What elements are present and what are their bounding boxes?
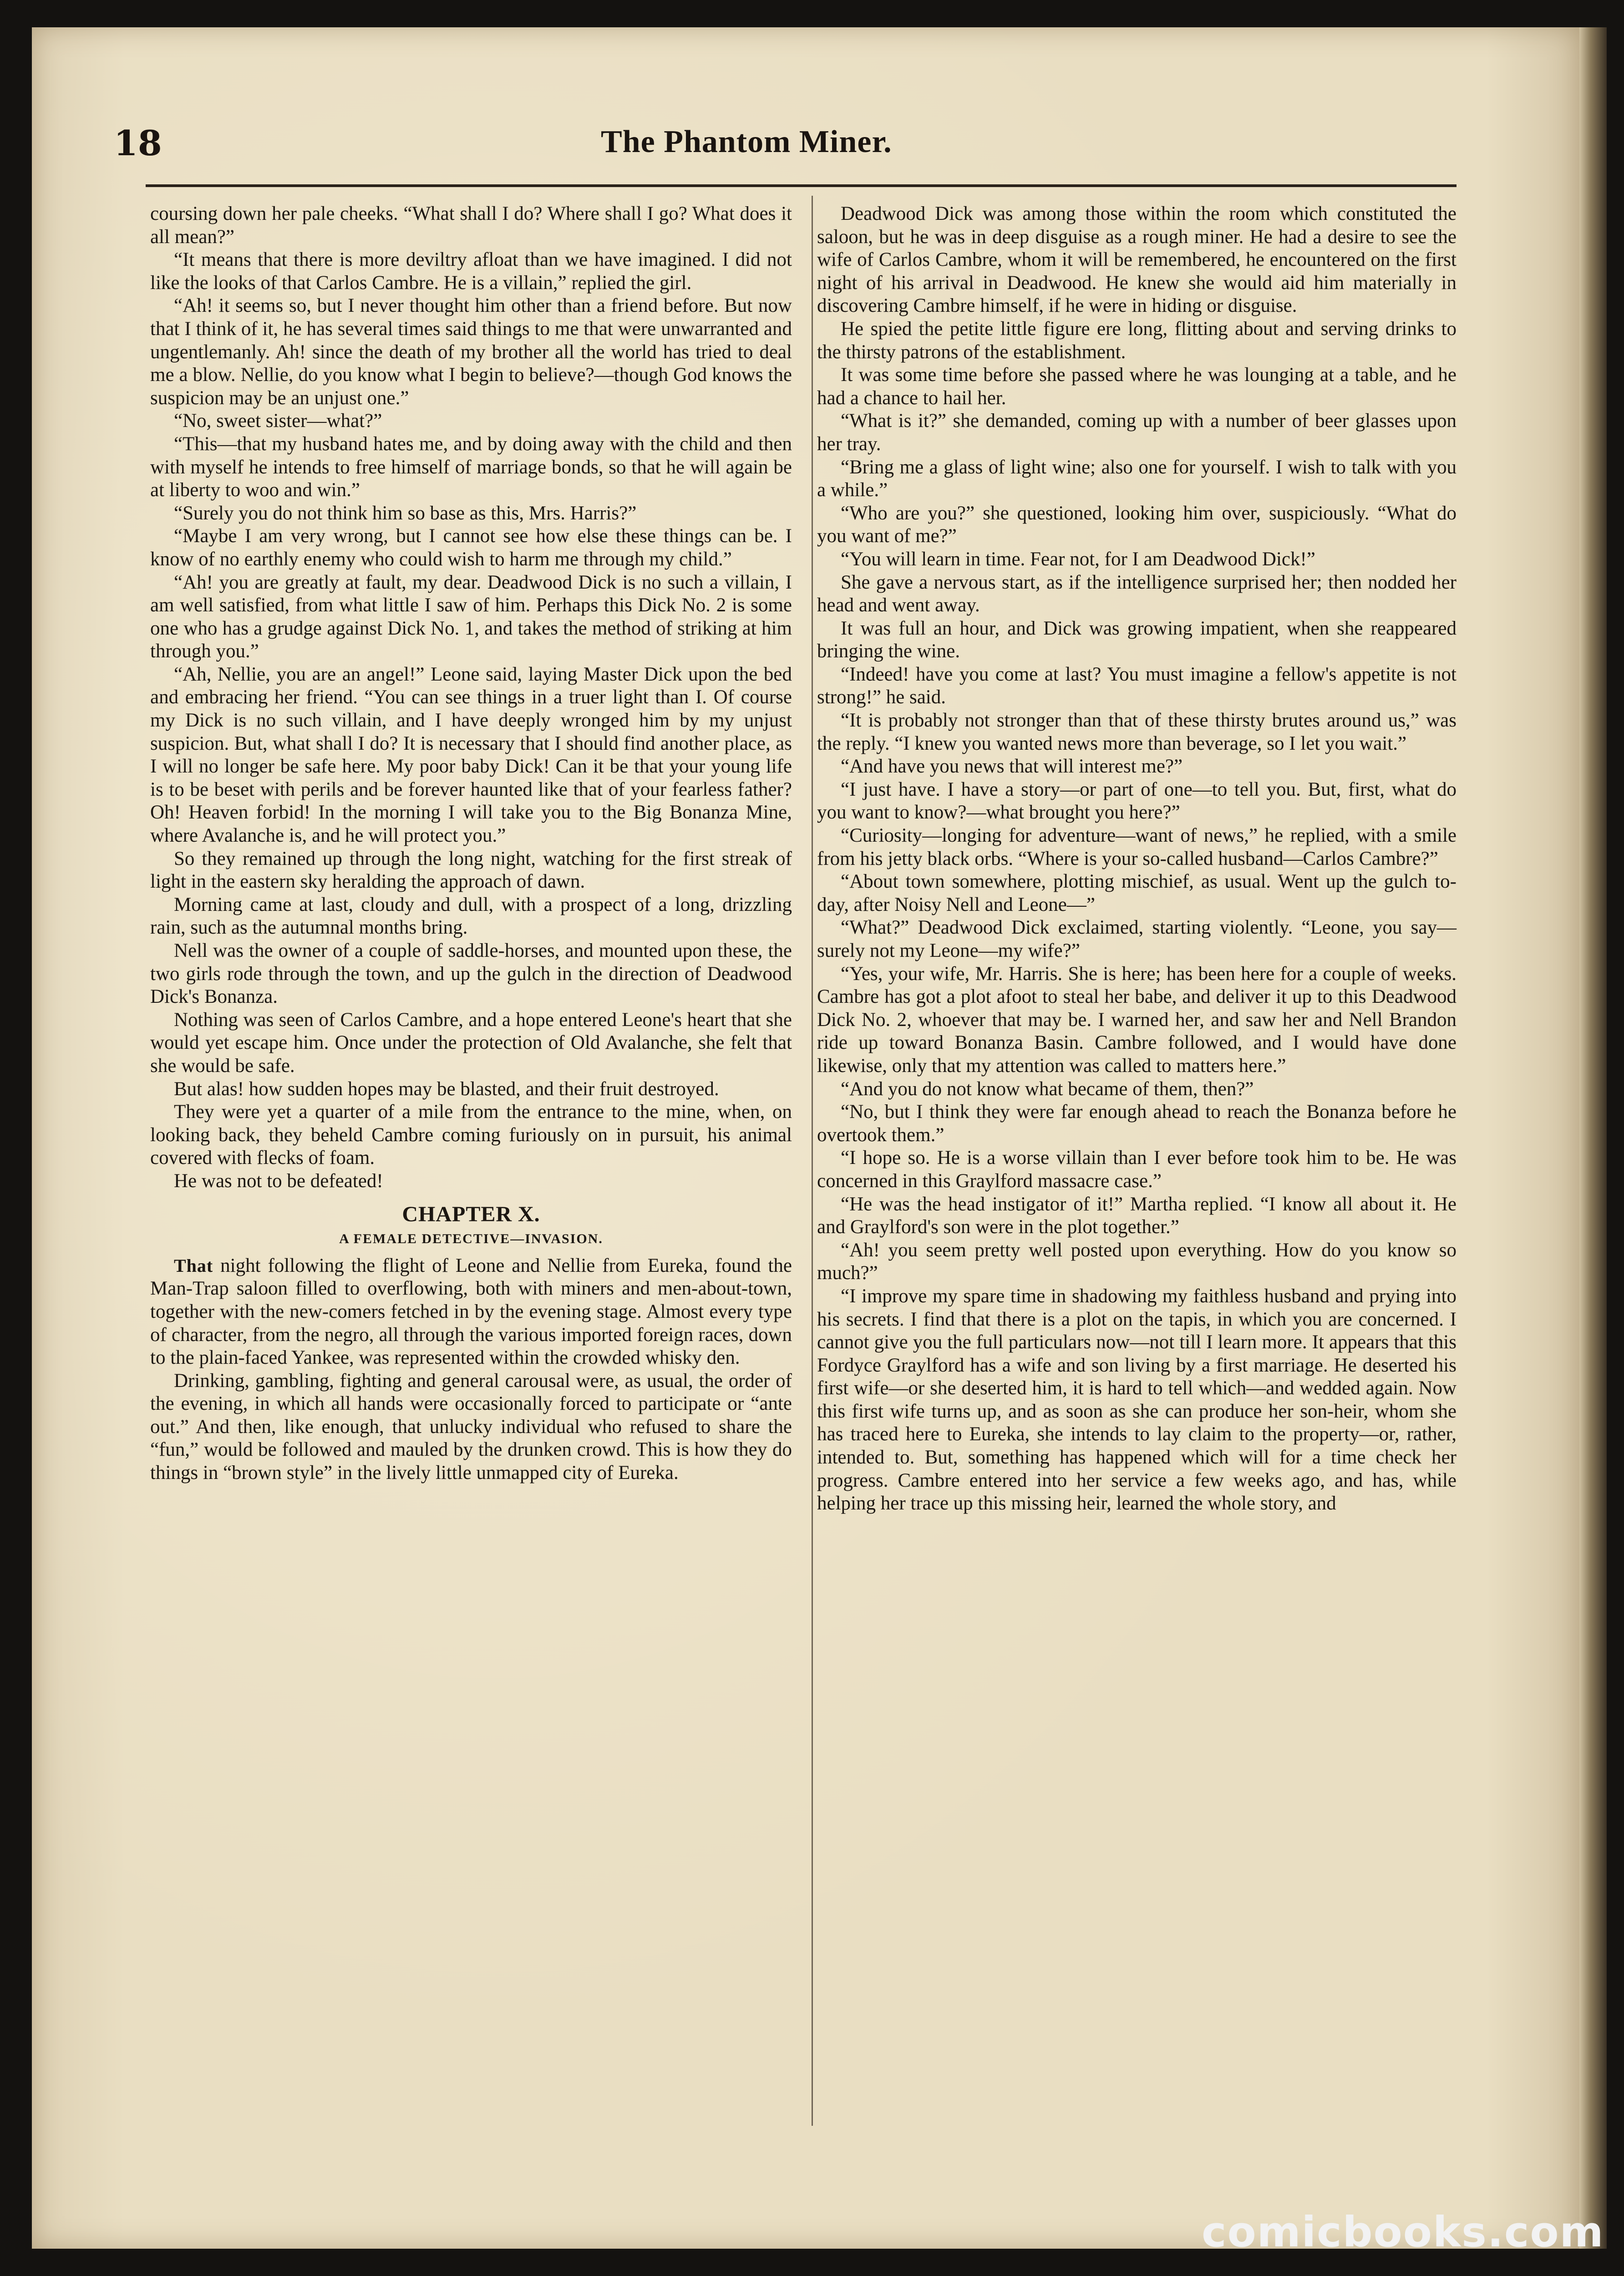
paragraph: So they remained up through the long night, watching for the first streak of light in the eastern sky heralding the approach of dawn. [150,848,792,893]
paragraph: “Bring me a glass of light wine; also one for yourself. I wish to talk with you a while.” [817,456,1457,501]
column-divider [812,196,813,2126]
paragraph: “Ah! you are greatly at fault, my dear. Deadwood Dick is no such a villain, I am well satisfied, from what little I saw of him. Perhaps this Dick No. 2 is some one who has a grudge against Dick No. 1, and takes the method of striking at him through you.” [150,571,792,662]
paragraph: Nell was the owner of a couple of saddle-horses, and mounted upon these, the two girls rode through the town, and up the gulch in the direction of Deadwood Dick's Bonanza. [150,940,792,1008]
paragraph: He spied the petite little figure ere long, flitting about and serving drinks to the thirsty patrons of the establishment. [817,318,1457,363]
paragraph [150,1255,792,1370]
paragraph: “Ah! it seems so, but I never thought him other than a friend before. But now that I think of it, he has several times said things to me that were unwarranted and ungentlemanly. Ah! since the death of my brother all the world has tried to deal me a blow. Nellie, do you know what I begin to believe?—though God knows the suspicion may be an unjust one.” [150,295,792,409]
paragraph: “This—that my husband hates me, and by doing away with the child and then with myself he intends to free himself of marriage bonds, so that he will again be at liberty to woo and win.” [150,433,792,501]
paragraph: “No, but I think they were far enough ahead to reach the Bonanza before he overtook them.” [817,1101,1457,1146]
paragraph: “Ah, Nellie, you are an angel!” Leone said, laying Master Dick upon the bed and embracing her friend. “You can see things in a truer light than I. Of course my Dick is no such villain, and I have deeply wronged him by my unjust suspicion. But, what shall I do? It is necessary that I should find another place, as I will no longer be safe here. My poor baby Dick! Can it be that your young life is to be beset with perils and be forever haunted like that of your fearless father? Oh! Heaven forbid! In the morning I will take you to the Big Bonanza Mine, where Avalanche is, and he will protect you.” [150,663,792,847]
paragraph: “You will learn in time. Fear not, for I am Deadwood Dick!” [841,548,1315,570]
paragraph: “I hope so. He is a worse villain than I ever before took him to be. He was concerned in this Graylford massacre case.” [817,1147,1457,1192]
running-title: The Phantom Miner. [601,124,892,159]
paragraph: She gave a nervous start, as if the intelligence surprised her; then nodded her head and went away. [817,571,1457,616]
paragraph: “He was the head instigator of it!” Martha replied. “I know all about it. He and Graylford's son were in the plot together.” [817,1193,1457,1238]
paragraph: It was some time before she passed where he was lounging at a table, and he had a chance to hail her. [817,364,1457,409]
left-column [150,203,792,1485]
paragraph: It was full an hour, and Dick was growing impatient, when she reappeared bringing the wine. [817,617,1457,662]
paragraph: “It is probably not stronger than that of these thirsty brutes around us,” was the reply. “I knew you wanted news more than beverage, so I let you wait.” [817,710,1457,754]
paragraph: Morning came at last, cloudy and dull, with a prospect of a long, drizzling rain, such as the autumnal months bring. [150,894,792,939]
page-number: 18 [114,123,162,163]
paragraph: “Ah! you seem pretty well posted upon everything. How do you know so much?” [817,1239,1457,1284]
paragraph: “No, sweet sister—what?” [174,410,382,432]
binding-spine [1579,27,1607,2249]
paragraph: “Indeed! have you come at last? You must imagine a fellow's appetite is not strong!” he said. [817,663,1457,708]
chapter-subtitle: A FEMALE DETECTIVE—INVASION. [339,1231,603,1247]
paragraph: “What is it?” she demanded, coming up with a number of beer glasses upon her tray. [817,410,1457,455]
paragraph: “What?” Deadwood Dick exclaimed, starting violently. “Leone, you say—surely not my Leone—my wife?” [817,917,1457,961]
site-watermark: comicbooks.com [1202,2208,1604,2256]
paragraph: “I improve my spare time in shadowing my faithless husband and prying into his secrets. I find that there is a plot on the tapis, in which you are concerned. I cannot give you the full particulars now—not till I learn more. It appears that this Fordyce Graylford has a wife and son living by a first marriage. He deserted his first wife—or she deserted him, it is hard to tell which—and wedded again. Now this first wife turns up, and as soon as she can produce her son-heir, whom she has traced here to Eureka, she intends to lay claim to the property—or, rather, intended to. But, something has happened which will for a time check her progress. Cambre entered into her service a few weeks ago, and has, while helping her trace up this missing heir, learned the whole story, and [817,1285,1457,1514]
paragraph: “About town somewhere, plotting mischief, as usual. Went up the gulch to-day, after Noisy Nell and Leone—” [817,871,1457,915]
paragraph: “Who are you?” she questioned, looking him over, suspiciously. “What do you want of me?” [817,502,1457,547]
paragraph: “I just have. I have a story—or part of one—to tell you. But, first, what do you want to know?—what brought you here?” [817,778,1457,823]
paragraph: Drinking, gambling, fighting and general carousal were, as usual, the order of the evening, in which all hands were occasionally forced to participate or “ante out.” And then, like enough, that unlucky individual who refused to share the “fun,” would be followed and mauled by the drunken crowd. This is how they do things in “brown style” in the lively little unmapped city of Eureka. [150,1370,792,1484]
paragraph: “Curiosity—longing for adventure—want of news,” he replied, with a smile from his jetty black orbs. “Where is your so-called husband—Carlos Cambre?” [817,825,1457,869]
chapter-first-words: That [174,1255,213,1276]
right-column [817,203,1457,1515]
header-rule [146,184,1457,187]
paragraph: But alas! how sudden hopes may be blasted, and their fruit destroyed. [174,1078,719,1100]
paragraph: coursing down her pale cheeks. “What shall I do? Where shall I go? What does it all mean?” [150,203,792,248]
chapter-heading: CHAPTER X. [402,1202,540,1226]
paragraph: Nothing was seen of Carlos Cambre, and a hope entered Leone's heart that she would yet escape him. Once under the protection of Old Avalanche, she felt that she would be safe. [150,1009,792,1077]
paragraph: “Maybe I am very wrong, but I cannot see how else these things can be. I know of no earthly enemy who could wish to harm me through my child.” [150,525,792,570]
paragraph: “Yes, your wife, Mr. Harris. She is here; has been here for a couple of weeks. Cambre has got a plot afoot to steal her babe, and deliver it up to this Deadwood Dick No. 2, whoever that may be. I warned her, and saw her and Nell Brandon ride up toward Bonanza Basin. Cambre followed, and I would have done likewise, only that my attention was called to matters here.” [817,963,1457,1077]
paragraph: “It means that there is more deviltry afloat than we have imagined. I did not like the looks of that Carlos Cambre. He is a villain,” replied the girl. [150,249,792,294]
paragraph: He was not to be defeated! [174,1170,383,1192]
paragraph-text: night following the flight of Leone and Nellie from Eureka, found the Man-Trap saloon filled to overflowing, both with miners and men-about-town, together with the new-comers fetched in by the evening stage. Almost every type of character, from the negro, all through the various imported foreign races, down to the plain-faced Yankee, was represented within the crowded whisky den. [150,1255,792,1369]
paragraph: Deadwood Dick was among those within the room which constituted the saloon, but he was in deep disguise as a rough miner. He had a desire to see the wife of Carlos Cambre, whom it will be remembered, he encountered on the first night of his arrival in Deadwood. He knew she would aid him materially in discovering Cambre himself, if he were in hiding or disguise. [817,203,1457,317]
paragraph: They were yet a quarter of a mile from the entrance to the mine, when, on looking back, they beheld Cambre coming furiously on in pursuit, his animal covered with flecks of foam. [150,1101,792,1169]
paragraph: “And you do not know what became of them, then?” [841,1078,1254,1100]
paragraph: “And have you news that will interest me?” [841,756,1183,777]
paragraph: “Surely you do not think him so base as this, Mrs. Harris?” [174,502,637,524]
